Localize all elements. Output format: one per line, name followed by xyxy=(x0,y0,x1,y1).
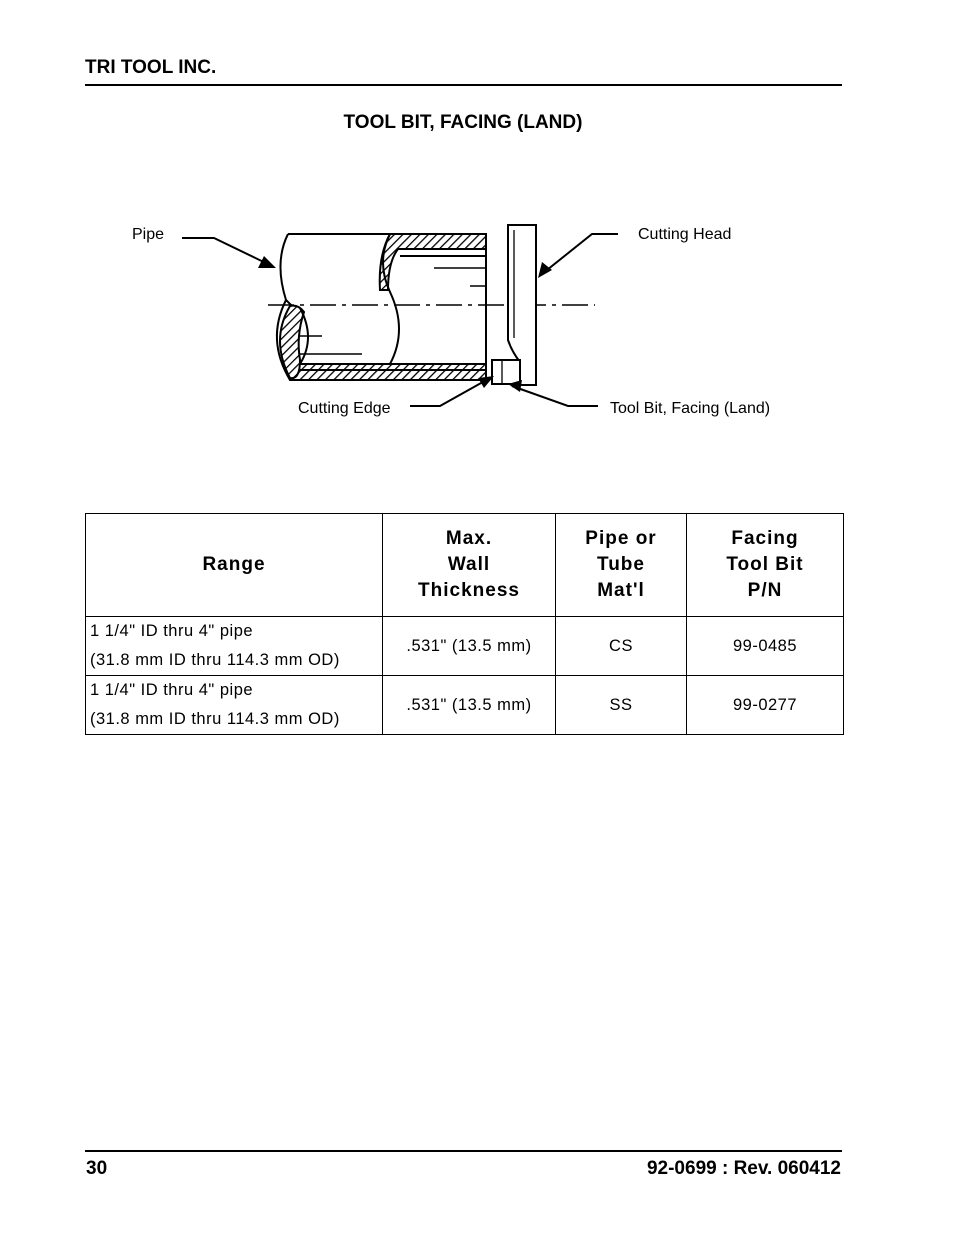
table-header-row xyxy=(86,514,844,617)
page-title: TOOL BIT, FACING (LAND) xyxy=(343,112,583,133)
cutting-head-label: Cutting Head xyxy=(638,226,732,243)
header-material: Pipe or Tube Mat'l xyxy=(556,514,687,617)
table-row xyxy=(86,676,844,735)
table-row xyxy=(86,617,844,676)
pipe-section xyxy=(277,234,486,380)
pipe-label: Pipe xyxy=(132,226,165,243)
header-part-number: Facing Tool Bit P/N xyxy=(687,514,844,617)
material-cell: CS xyxy=(556,617,687,676)
range-cell: 1 1/4" ID thru 4" pipe (31.8 mm ID thru 114.3 mm OD) xyxy=(86,676,383,735)
wall-thickness-cell: .531" (13.5 mm) xyxy=(383,617,556,676)
range-cell: 1 1/4" ID thru 4" pipe (31.8 mm ID thru 114.3 mm OD) xyxy=(86,617,383,676)
cutting-edge-label: Cutting Edge xyxy=(298,400,391,417)
part-number-cell: 99-0277 xyxy=(687,676,844,735)
header-company-name: TRI TOOL INC. xyxy=(85,57,217,78)
tool-bit-label: Tool Bit, Facing (Land) xyxy=(610,400,771,417)
material-cell: SS xyxy=(556,676,687,735)
wall-thickness-cell: .531" (13.5 mm) xyxy=(383,676,556,735)
footer-divider xyxy=(85,1150,842,1152)
footer-page-number: 30 xyxy=(86,1158,108,1179)
part-number-cell: 99-0485 xyxy=(687,617,844,676)
header-max-wall-thickness: Max. Wall Thickness xyxy=(383,514,556,617)
footer-document-revision: 92-0699 : Rev. 060412 xyxy=(646,1158,841,1179)
tool-bit-spec-table xyxy=(85,513,844,735)
header-range: Range xyxy=(86,514,383,617)
